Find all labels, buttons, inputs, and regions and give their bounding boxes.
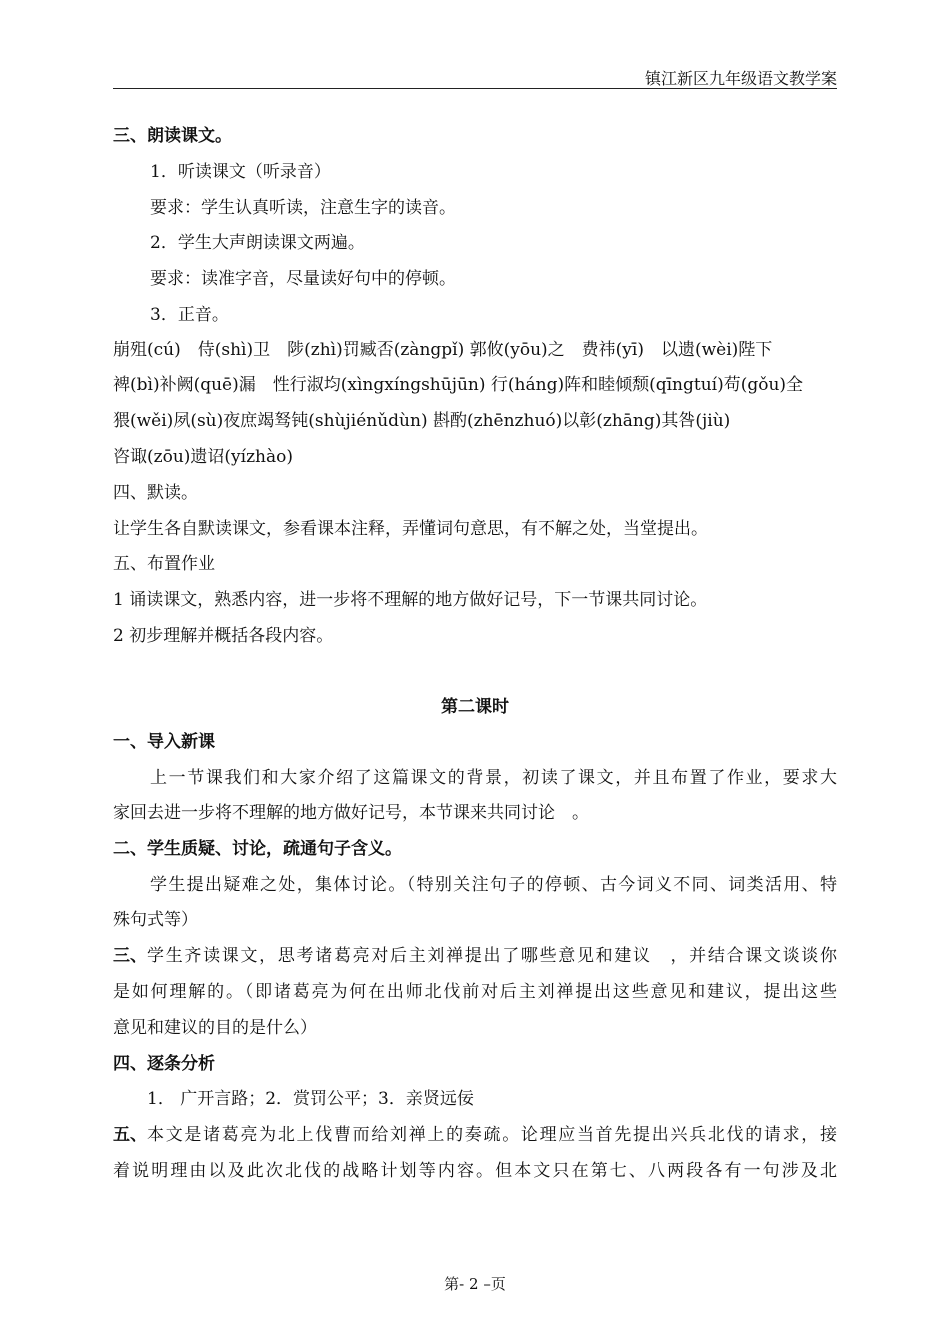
- section-5-item-1: 1 诵读课文，熟悉内容，进一步将不理解的地方做好记号，下一节课共同讨论。: [113, 590, 708, 610]
- lesson-2-section-2-paragraph-line-1: 学生提出疑难之处，集体讨论。（特别关注句子的停顿、古今词义不同、词类活用、特: [150, 875, 837, 895]
- section-5-item-2: 2 初步理解并概括各段内容。: [113, 626, 334, 646]
- section-3-item-3: 3．正音。: [150, 305, 229, 325]
- section-3-item-2: 2．学生大声朗读课文两遍。: [150, 233, 365, 253]
- lesson-2-section-4-items: 1． 广开言路；2．赏罚公平；3．亲贤远佞: [147, 1089, 474, 1109]
- lesson-2-section-1-paragraph-line-1: 上一节课我们和大家介绍了这篇课文的背景，初读了课文，并且布置了作业，要求大: [150, 768, 837, 788]
- page-number: 第- 2 –页: [444, 1275, 506, 1293]
- lesson-2-section-3-line-1: 学生齐读课文，思考诸葛亮对后主刘禅提出了哪些意见和建议 ，并结合课文谈谈你: [147, 946, 837, 966]
- pinyin-line-2: 裨(bì)补阙(quē)漏 性行淑均(xìngxíngshūjūn) 行(háng)阵和睦倾颓(qīngtuí)苟(gǒu)全: [113, 375, 804, 395]
- section-4-text: 让学生各自默读课文，参看课本注释，弄懂词句意思，有不解之处，当堂提出。: [113, 519, 708, 539]
- lesson-2-section-5-number: 五、: [113, 1125, 147, 1145]
- section-5-title: 五、布置作业: [113, 554, 215, 574]
- lesson-2-section-3-number: 三、: [113, 946, 147, 966]
- lesson-2-section-4-title: 四、逐条分析: [113, 1054, 215, 1074]
- lesson-2-section-3-line-3: 意见和建议的目的是什么）: [113, 1018, 317, 1038]
- section-3-title: 三、朗读课文。: [113, 126, 232, 146]
- pinyin-line-4: 咨诹(zōu)遗诏(yízhào): [113, 447, 293, 467]
- lesson-2-section-1-paragraph-line-2: 家回去进一步将不理解的地方做好记号，本节课来共同讨论 。: [113, 803, 589, 823]
- pinyin-line-1: 崩殂(cú) 侍(shì)卫 陟(zhì)罚臧否(zàngpǐ) 郭攸(yōu)之 费祎(yī) 以遗(wèi)陛下: [113, 340, 773, 360]
- header-title: 镇江新区九年级语文教学案: [644, 69, 837, 88]
- lesson-2-section-5-line-2: 着说明理由以及此次北伐的战略计划等内容。但本文只在第七、八两段各有一句涉及北: [113, 1161, 837, 1181]
- lesson-2-title: 第二课时: [441, 697, 509, 717]
- lesson-2-section-5-line-1: 本文是诸葛亮为北上伐曹而给刘禅上的奏疏。论理应当首先提出兴兵北伐的请求，接: [147, 1125, 837, 1145]
- section-3-item-1: 1．听读课文（听录音）: [150, 162, 331, 182]
- section-3-item-2-requirement: 要求：读准字音，尽量读好句中的停顿。: [150, 269, 456, 289]
- section-4-title: 四、默读。: [113, 483, 198, 503]
- page-header: [113, 64, 837, 89]
- lesson-2-section-2-title: 二、学生质疑、讨论，疏通句子含义。: [113, 839, 402, 859]
- pinyin-line-3: 猥(wěi)夙(sù)夜庶竭驽钝(shùjiénǔdùn) 斟酌(zhēnzhuó)以彰(zhāng)其咎(jiù): [113, 411, 731, 431]
- lesson-2-section-2-paragraph-line-2: 殊句式等）: [113, 910, 198, 930]
- section-3-item-1-requirement: 要求：学生认真听读，注意生字的读音。: [150, 198, 456, 218]
- lesson-2-section-3-line-2: 是如何理解的。（即诸葛亮为何在出师北伐前对后主刘禅提出这些意见和建议，提出这些: [113, 982, 837, 1002]
- lesson-2-section-1-title: 一、导入新课: [113, 732, 215, 752]
